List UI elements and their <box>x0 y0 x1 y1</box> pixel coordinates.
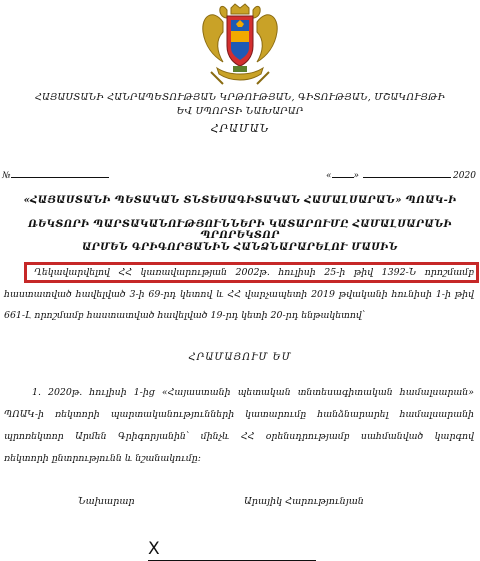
clause1-line3: պրոռեկտոր Արմեն Գրիգորյանին՝ մինչև ՀՀ օրենսդրությամբ սահմանված կարգով <box>4 431 474 442</box>
document-title: ՀՐԱՄԱՆ <box>210 122 270 135</box>
order-heading: ՀՐԱՄԱՅՈՒՄ ԵՄ <box>188 352 292 363</box>
number-blank <box>11 168 109 178</box>
date-quote-close: » <box>353 171 360 181</box>
clause1-line2: ՊՈԱԿ-ի ռեկտորի պարտականությունների կատարումը հանձնարարել համալսարանի <box>4 409 474 420</box>
day-blank <box>332 168 354 178</box>
signature-line[interactable] <box>148 541 316 561</box>
preamble-line1: Ղեկավարվելով ՀՀ կառավարության 2002թ. հուլիսի 25-ի թիվ 1392-Ն որոշմամբ <box>34 267 474 278</box>
signer-role: Նախարար <box>78 496 135 507</box>
signature-x-mark: X <box>148 539 160 559</box>
order-date-field <box>326 168 476 181</box>
order-number-field <box>2 168 109 181</box>
clause1-line1: 1. 2020թ. հուլիսի 1-ից «Հայաստանի պետական տնտեսագիտական համալսարան» <box>32 387 474 398</box>
month-blank <box>363 168 451 178</box>
subject-line1: «ՀԱՅԱՍՏԱՆԻ ՊԵՏԱԿԱՆ ՏՆՏԵՍԱԳԻՏԱԿԱՆ ՀԱՄԱԼՍԱՐԱՆ» ՊՈԱԿ-Ի <box>23 195 457 206</box>
ministry-title-line1: ՀԱՅԱՍՏԱՆԻ ՀԱՆՐԱՊԵՏՈՒԹՅԱՆ ԿՐԹՈՒԹՅԱՆ, ԳԻՏՈՒԹՅԱՆ, ՄՇԱԿՈՒՅԹԻ <box>34 92 446 103</box>
ministry-title-line2: ԵՎ ՍՊՈՐՏԻ ՆԱԽԱՐԱՐ <box>176 106 304 117</box>
coat-of-arms-icon <box>193 2 287 88</box>
year-text: 2020 <box>453 171 476 181</box>
subject-line2: ՌԵԿՏՈՐԻ ՊԱՐՏԱԿԱՆՈՒԹՅՈՒՆՆԵՐԻ ԿԱՏԱՐՈՒՄԸ ՀԱՄԱԼՍԱՐԱՆԻ ՊՐՈՐԵԿՏՈՐ <box>28 219 452 241</box>
clause1-line4: ռեկտորի ընտրությունն և նշանակումը: <box>4 453 201 464</box>
subject-line3: ԱՐՄԵՆ ԳՐԻԳՈՐՅԱՆԻՆ ՀԱՆՁՆԱՐԱՐԵԼՈՒ ՄԱՍԻՆ <box>82 242 398 253</box>
preamble-line2: հաստատված հավելված 3-ի 69-րդ կետով և ՀՀ վարչապետի 2019 թվականի հունիսի 1-ի թիվ <box>4 289 474 300</box>
preamble-line3: 661-Լ որոշմամբ հաստատված հավելված 19-րդ կետի 20-րդ ենթակետով՝ <box>4 310 366 321</box>
date-quote-open: « <box>326 171 332 181</box>
signer-name: Արայիկ Հարությունյան <box>244 496 364 507</box>
number-label: № <box>2 171 11 181</box>
